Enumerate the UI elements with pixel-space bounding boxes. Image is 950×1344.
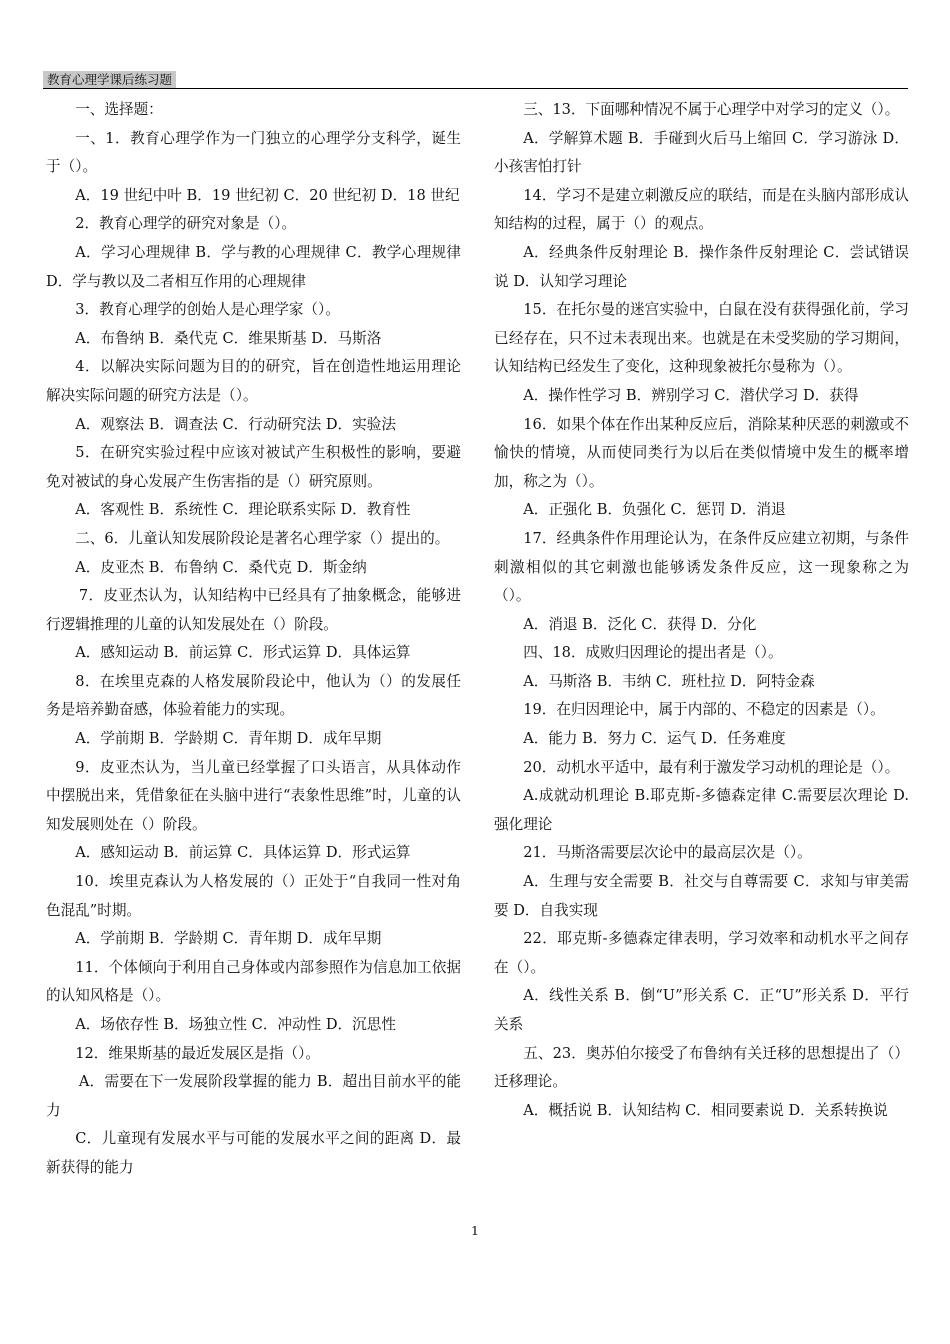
page-number: 1 (471, 1223, 479, 1238)
options-10: A．学前期 B．学龄期 C．青年期 D．成年早期 (75, 930, 382, 948)
question-4: 4．以解决实际问题为目的的研究，旨在创造性地运用理论解决实际问题的研究方法是（）。 (46, 358, 461, 404)
question-19: 19．在归因理论中，属于内部的、不稳定的因素是（）。 (523, 701, 885, 719)
question-14: 14．学习不是建立刺激反应的联结，而是在头脑内部形成认知结构的过程，属于（）的观点。 (494, 186, 909, 233)
header-divider (43, 88, 908, 89)
question-16: 16．如果个体在作出某种反应后，消除某种厌恶的刺激或不愉快的情境，从而使同类行为以后在类似情境中发生的概率增加，称之为（）。 (494, 415, 909, 490)
options-23: A．概括说 B．认知结构 C．相同要素说 D．关系转换说 (523, 1101, 888, 1119)
options-13: A．学解算术题 B．手碰到火后马上缩回 C．学习游泳 D．小孩害怕打针 (494, 129, 909, 176)
options-16: A．正强化 B．负强化 C．惩罚 D．消退 (523, 501, 786, 519)
options-12-cd: C．儿童现有发展水平与可能的发展水平之间的距离 D．最新获得的能力 (46, 1130, 461, 1176)
options-22: A．线性关系 B．倒“U”形关系 C．正“U”形关系 D．平行关系 (494, 987, 909, 1033)
question-8: 8．在埃里克森的人格发展阶段论中，他认为（）的发展任务是培养勤奋感，体验着能力的实现。 (46, 672, 461, 719)
question-10: 10．埃里克森认为人格发展的（）正处于“自我同一性对角色混乱”时期。 (46, 873, 461, 919)
question-9: 9．皮亚杰认为，当儿童已经掌握了口头语言，从具体动作中摆脱出来，凭借象征在头脑中进行“表象性思维”时，儿童的认知发展则处在（）阶段。 (46, 758, 461, 833)
left-column (46, 96, 461, 1183)
options-7: A．感知运动 B．前运算 C．形式运算 D．具体运算 (75, 644, 411, 662)
question-15: 15．在托尔曼的迷宫实验中，白鼠在没有获得强化前，学习已经存在，只不过未表现出来。也就是在未受奖励的学习期间，认知结构已经发生了变化，这种现象被托尔曼称为（）。 (494, 301, 909, 376)
question-22: 22．耶克斯-多德森定律表明，学习效率和动机水平之间存在（）。 (494, 930, 909, 976)
options-15: A．操作性学习 B．辨别学习 C．潜伏学习 D．获得 (523, 386, 859, 404)
options-17: A．消退 B．泛化 C．获得 D．分化 (523, 615, 757, 633)
question-17: 17．经典条件作用理论认为，在条件反应建立初期，与条件刺激相似的其它刺激也能够诱发条件反应，这一现象称之为（）。 (494, 529, 909, 605)
options-14: A．经典条件反射理论 B．操作条件反射理论 C．尝试错误说 D．认知学习理论 (494, 243, 909, 290)
options-19: A．能力 B．努力 C．运气 D．任务难度 (523, 730, 786, 748)
options-21: A．生理与安全需要 B．社交与自尊需要 C．求知与审美需要 D．自我实现 (494, 873, 909, 919)
options-3: A．布鲁纳 B．桑代克 C．维果斯基 D．马斯洛 (75, 329, 382, 347)
right-column (494, 96, 909, 1125)
options-18: A．马斯洛 B．韦纳 C．班杜拉 D．阿特金森 (523, 672, 815, 690)
question-11: 11．个体倾向于利用自己身体或内部参照作为信息加工依据的认知风格是（）。 (46, 958, 461, 1005)
options-2: A．学习心理规律 B．学与教的心理规律 C．教学心理规律 D．学与教以及二者相互作用的心理规律 (46, 243, 461, 290)
options-9: A．感知运动 B．前运算 C．具体运算 D．形式运算 (75, 844, 411, 862)
options-6: A．皮亚杰 B．布鲁纳 C．桑代克 D．斯金纳 (75, 558, 367, 576)
question-1: 一、1．教育心理学作为一门独立的心理学分支科学，诞生于（）。 (46, 129, 461, 176)
section-heading: 一、选择题： (75, 101, 163, 118)
options-20: A.成就动机理论 B.耶克斯-多德森定律 C.需要层次理论 D.强化理论 (494, 787, 909, 833)
question-2: 2．教育心理学的研究对象是（）。 (75, 215, 297, 233)
options-11: A．场依存性 B．场独立性 C．冲动性 D．沉思性 (75, 1016, 396, 1033)
question-12: 12．维果斯基的最近发展区是指（）。 (75, 1044, 320, 1062)
question-20: 20．动机水平适中，最有利于激发学习动机的理论是（）。 (523, 758, 900, 776)
options-8: A．学前期 B．学龄期 C．青年期 D．成年早期 (75, 730, 382, 748)
question-13: 三、13．下面哪种情况不属于心理学中对学习的定义（）。 (523, 101, 900, 118)
question-7: 7．皮亚杰认为，认知结构中已经具有了抽象概念，能够进行逻辑推理的儿童的认知发展处在（）阶段。 (46, 587, 461, 633)
question-5: 5．在研究实验过程中应该对被试产生积极性的影响，要避免对被试的身心发展产生伤害指的是（）研究原则。 (46, 444, 461, 490)
options-12-ab: A．需要在下一发展阶段掌握的能力 B．超出目前水平的能力 (46, 1073, 461, 1119)
options-1: A．19 世纪中叶 B．19 世纪初 C．20 世纪初 D．18 世纪 (75, 186, 460, 204)
question-21: 21．马斯洛需要层次论中的最高层次是（）。 (523, 844, 812, 862)
question-18: 四、18．成败归因理论的提出者是（）。 (523, 644, 783, 662)
options-4: A．观察法 B．调查法 C．行动研究法 D．实验法 (75, 415, 396, 433)
question-3: 3．教育心理学的创始人是心理学家（）。 (75, 301, 340, 319)
options-5: A．客观性 B．系统性 C．理论联系实际 D．教育性 (75, 501, 411, 519)
question-6: 二、6．儿童认知发展阶段论是著名心理学家（）提出的。 (75, 529, 450, 547)
question-23: 五、23．奥苏伯尔接受了布鲁纳有关迁移的思想提出了（）迁移理论。 (494, 1044, 909, 1091)
document-header-title: 教育心理学课后练习题 (43, 71, 176, 89)
